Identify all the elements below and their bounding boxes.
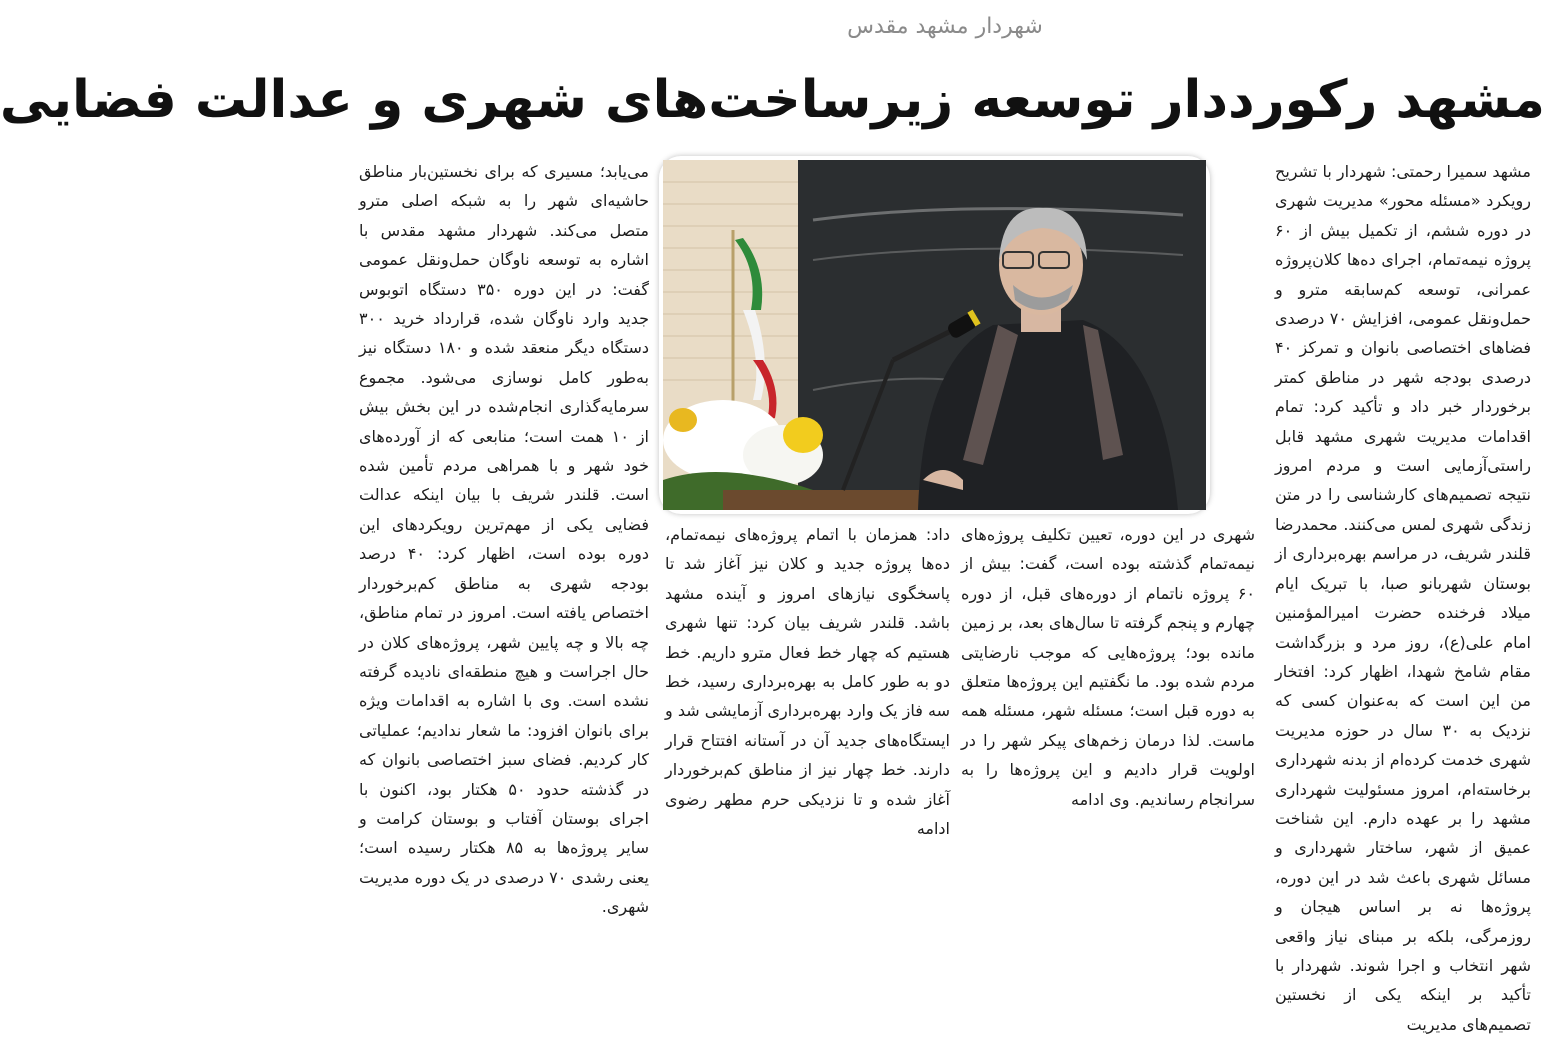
article-column-right — [1275, 157, 1531, 1034]
column-right-text: مشهد سمیرا رحمتی: شهردار با تشریح رویکرد «مسئله محور» مدیریت شهری در دوره ششم، از تکمیل بیش از ۶۰ پروژه نیمه‌تمام، اجرای ده‌ها کلان‌پروژه عمرانی، توسعه کم‌سابقه مترو و حمل‌ونقل عمومی، افزایش ۷۰ درصدی فضاهای اختصاصی بانوان و تمرکز ۴۰ درصدی بودجه شهر در مناطق کمتر برخوردار خبر داد و تأکید کرد: تمام اقدامات مدیریت شهری مشهد قابل راستی‌آزمایی است و مردم امروز نتیجه تصمیم‌های کارشناسی را در متن زندگی شهری لمس می‌کنند. محمدرضا قلندر شریف، در مراسم بهره‌برداری از بوستان شهربانو صبا، با تبریک ایام میلاد فرخنده حضرت امیرالمؤمنین امام علی(ع)، روز مرد و بزرگداشت مقام شامخ شهدا، اظهار کرد: افتخار من این است که به‌عنوان کسی که نزدیک به ۳۰ سال در حوزه مدیریت شهری خدمت کرده‌ام از بدنه شهرداری برخاسته‌ام، امروز مسئولیت شهرداری مشهد را بر عهده دارم. این شناخت عمیق از شهر، ساختار شهرداری و مسائل شهری باعث شد در این دوره، پروژه‌ها نه بر اساس هیجان و روزمرگی، بلکه بر مبنای نیاز واقعی شهر انتخاب و اجرا شوند. شهردار با تأکید بر اینکه یکی از نخستین تصمیم‌های مدیریت — [1275, 162, 1531, 1034]
column-middle-right-text: شهری در این دوره، تعیین تکلیف پروژه‌های نیمه‌تمام گذشته بوده است، گفت: بیش از ۶۰ پروژه ناتمام از دوره‌های قبل، از دوره چهارم و پنجم گرفته تا سال‌های بعد، بر زمین مانده بود؛ پروژه‌هایی که موجب نارضایتی مردم شده بود. ما نگفتیم این پروژه‌ها متعلق به دوره قبل است؛ مسئله شهر، مسئله همه ماست. لذا درمان زخم‌های پیکر شهر را در اولویت قرار دادیم و این پروژه‌ها را به سرانجام رساندیم. وی ادامه — [961, 525, 1255, 809]
article-column-left — [359, 157, 650, 917]
article-headline: مشهد رکورددار توسعه زیرساخت‌های شهری و عدالت فضایی — [0, 70, 1545, 130]
article-column-middle-left — [665, 520, 950, 839]
article-column-middle-right — [961, 520, 1255, 809]
article-photo — [663, 160, 1206, 510]
column-middle-left-text: داد: همزمان با اتمام پروژه‌های نیمه‌تمام، ده‌ها پروژه جدید و کلان نیز آغاز شد تا پاسخگوی نیازهای امروز و آینده مشهد باشد. قلندر شریف بیان کرد: تنها شهری هستیم که چهار خط فعال مترو داریم. خط دو به طور کامل به بهره‌برداری رسید، خط سه فاز یک وارد بهره‌برداری آزمایشی شد و ایستگاه‌های جدید آن در آستانه افتتاح قرار دارند. خط چهار نیز از مناطق کم‌برخوردار آغاز شده و تا نزدیکی حرم مطهر رضوی ادامه — [665, 525, 950, 839]
column-left-text: می‌یابد؛ مسیری که برای نخستین‌بار مناطق حاشیه‌ای شهر را به شبکه اصلی مترو متصل می‌کند. شهردار مشهد مقدس با اشاره به توسعه ناوگان حمل‌ونقل عمومی گفت: در این دوره ۳۵۰ دستگاه اتوبوس جدید وارد ناوگان شده، قرارداد خرید ۳۰۰ دستگاه دیگر منعقد شده و ۱۸۰ دستگاه نیز به‌طور کامل نوسازی می‌شود. مجموع سرمایه‌گذاری انجام‌شده در این بخش بیش از ۱۰ همت است؛ منابعی که از آورده‌های خود شهر و با همراهی مردم تأمین شده است. قلندر شریف با بیان اینکه عدالت فضایی یکی از مهم‌ترین رویکردهای این دوره بوده است، اظهار کرد: ۴۰ درصد بودجه شهری به مناطق کم‌برخوردار اختصاص یافته است. امروز در تمام مناطق، چه بالا و چه پایین شهر، پروژه‌های کلان در حال اجراست و هیچ منطقه‌ای نادیده گرفته نشده است. وی با اشاره به اقدامات ویژه برای بانوان افزود: ما شعار ندادیم؛ عملیاتی کار کردیم. فضای سبز اختصاصی بانوان که در گذشته حدود ۵۰ هکتار بود، اکنون با اجرای بوستان آفتاب و بوستان کرامت و سایر پروژه‌ها به ۸۵ هکتار رسیده است؛ یعنی رشدی ۷۰ درصدی در یک دوره مدیریت شهری. — [359, 162, 650, 917]
article-kicker: شهردار مشهد مقدس — [847, 14, 1043, 39]
